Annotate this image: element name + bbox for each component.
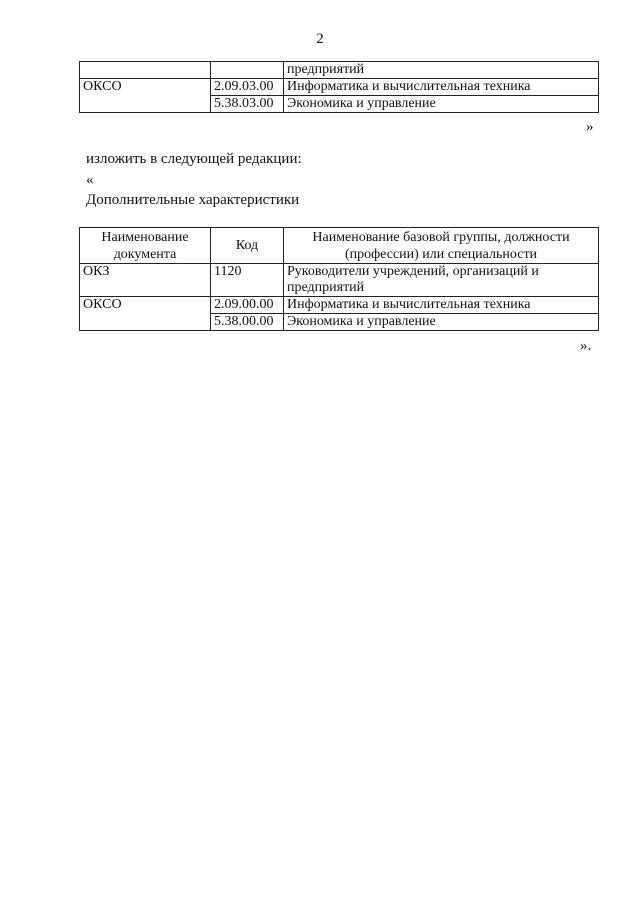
closing-quote: » [586, 119, 594, 135]
table-cell [211, 62, 284, 79]
previous-table-fragment [79, 61, 599, 113]
table-header-row [80, 228, 599, 264]
code-cell: 5.38.03.00 [211, 96, 284, 113]
specialty-cell: Экономика и управление [284, 96, 599, 113]
specialty-cell: Информатика и вычислительная техника [284, 297, 599, 314]
continuation-cell: предприятий [284, 62, 599, 79]
intro-text: изложить в следующей редакции: [86, 151, 302, 167]
code-cell: 2.09.03.00 [211, 79, 284, 96]
doc-cell: ОКСО [80, 297, 211, 331]
header-group-name: Наименование базовой группы, должности (профессии) или специальности [284, 228, 599, 264]
characteristics-table [79, 227, 599, 331]
table-row [80, 79, 599, 96]
doc-cell: ОКЗ [80, 264, 211, 297]
table-row [80, 62, 599, 79]
header-code: Код [211, 228, 284, 264]
table-row [80, 297, 599, 314]
section-title: Дополнительные характеристики [86, 192, 300, 208]
code-cell: 2.09.00.00 [211, 297, 284, 314]
code-cell: 5.38.00.00 [211, 314, 284, 331]
table-row [80, 264, 599, 297]
specialty-cell: Информатика и вычислительная техника [284, 79, 599, 96]
opening-quote: « [86, 172, 94, 188]
group-name-cell: ОКСО [80, 79, 211, 113]
page-number: 2 [316, 31, 324, 47]
specialty-cell: Экономика и управление [284, 314, 599, 331]
code-cell: 1120 [211, 264, 284, 297]
closing-quote-period: ». [580, 338, 592, 354]
header-doc-name: Наименование документа [80, 228, 211, 264]
table-cell [80, 62, 211, 79]
specialty-cell: Руководители учреждений, организаций и предприятий [284, 264, 599, 297]
